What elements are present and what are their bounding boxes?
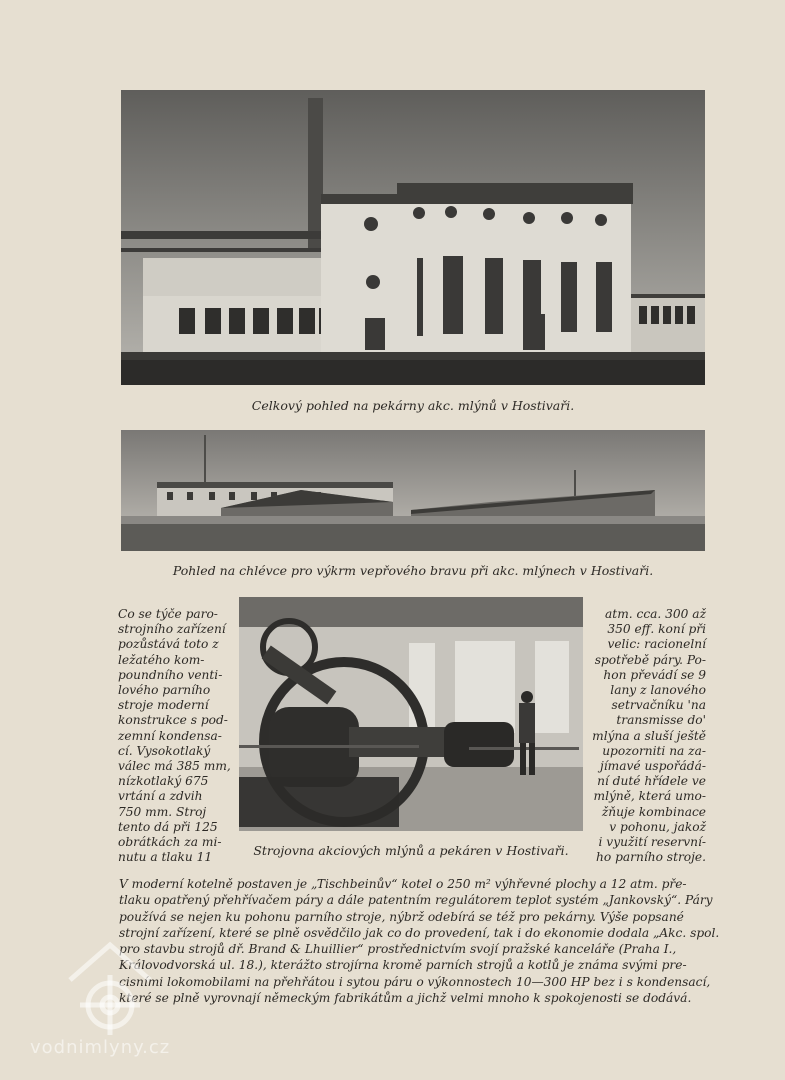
mill-wheel-icon <box>30 940 230 1040</box>
left-line: nízkotlaký 675 <box>118 774 209 789</box>
engine-room-illustration <box>239 597 583 831</box>
left-line: Co se týče paro- <box>118 607 218 621</box>
photo-bakery-building <box>121 90 705 385</box>
paragraph-line: V moderní kotelně postaven je „Tischbeinův“ kotel o 250 m² výhřevné plochy a 12 atm. pře- <box>119 877 687 891</box>
paragraph-line: strojní zařízení, které se plně osvědčilo jak co do provedení, tak i do ekonomie dodala „Akc. spol. <box>119 925 720 940</box>
left-line: konstrukce s pod- <box>118 713 228 728</box>
right-line: ní duté hřídele ve <box>597 774 706 789</box>
paragraph-line: Královodvorská ul. 18.), kterážto strojírna kromě parních strojů a kotlů je známa svými pre- <box>119 958 687 973</box>
left-line: 750 mm. Stroj <box>118 804 207 819</box>
watermark-text: vodnimlyny.cz <box>30 1037 171 1058</box>
right-line: i využití reservní- <box>598 835 706 850</box>
right-line: transmisse do' <box>616 713 706 728</box>
right-line: lany z lanového <box>610 683 706 698</box>
paragraph-line: pro stavbu strojů dř. Brand & Lhuillier“ prostřednictvím svojí pražské kanceláře (Praha I., <box>119 942 677 957</box>
left-line: strojního zařízení <box>118 622 226 637</box>
caption-photo-1: Celkový pohled na pekárny akc. mlýnů v Hostivaři. <box>251 398 575 413</box>
right-line: mlýna a sluší ještě <box>592 728 706 743</box>
right-line: mlýně, která umo- <box>593 789 706 804</box>
left-line: pozůstává toto z <box>118 637 219 652</box>
right-line: ho parního stroje. <box>596 850 706 865</box>
right-line: velic: racionelní <box>607 637 706 652</box>
left-line: lového parního <box>118 683 211 698</box>
left-line: obrátkách za mi- <box>118 835 222 850</box>
right-line: v pohonu, jakož <box>609 819 706 834</box>
caption-photo-3: Strojovna akciových mlýnů a pekáren v Hostivaři. <box>253 843 569 858</box>
left-line: zemní kondensa- <box>118 728 222 743</box>
right-line: setrvačníku 'na <box>611 698 706 713</box>
right-line: žňuje kombinace <box>601 804 706 819</box>
right-text-column <box>592 607 706 865</box>
right-line: jímavé uspořádá- <box>600 759 706 774</box>
right-line: atm. cca. 300 až <box>605 607 706 621</box>
right-line: hon převádí se 9 <box>603 667 706 682</box>
left-line: stroje moderní <box>118 698 209 713</box>
caption-photo-2: Pohled na chlévce pro výkrm vepřového bravu při akc. mlýnech v Hostivaři. <box>172 563 654 578</box>
left-line: tento dá při 125 <box>118 819 218 834</box>
left-text-column <box>118 607 230 865</box>
right-line: upozorniti na za- <box>602 743 706 758</box>
left-line: cí. Vysokotlaký <box>118 743 211 758</box>
paragraph-line: používá se nejen ku pohonu parního stroje, nýbrž odebírá se též pro pekárny. Výše popsané <box>119 909 684 924</box>
paragraph-line: tlaku opatřený přehřívačem páry a dále patentním regulátorem teplot systém „Jankovský“. Páry <box>119 893 713 908</box>
bakery-building-illustration <box>121 90 705 385</box>
paragraph-line: které se plně vyrovnají německým fabrikátům a jichž velmi mnoho k spokojenosti se dodává. <box>119 991 692 1006</box>
photo-pig-sheds <box>121 430 705 551</box>
left-line: ležatého kom- <box>118 652 205 667</box>
right-line: 350 eff. koní při <box>607 622 706 637</box>
left-line: válec má 385 mm, <box>118 759 231 774</box>
right-line: spotřebě páry. Po- <box>594 652 706 667</box>
left-line: poundního venti- <box>118 667 223 682</box>
pig-sheds-illustration <box>121 430 705 551</box>
left-line: vrtání a zdvih <box>118 789 203 804</box>
paragraph-line: cisními lokomobilami na přehřátou i sytou páru o výkonnostech 10—300 HP bez i s kondensací, <box>119 974 711 989</box>
photo-engine-room <box>239 597 583 831</box>
left-line: nutu a tlaku 11 <box>118 850 213 865</box>
